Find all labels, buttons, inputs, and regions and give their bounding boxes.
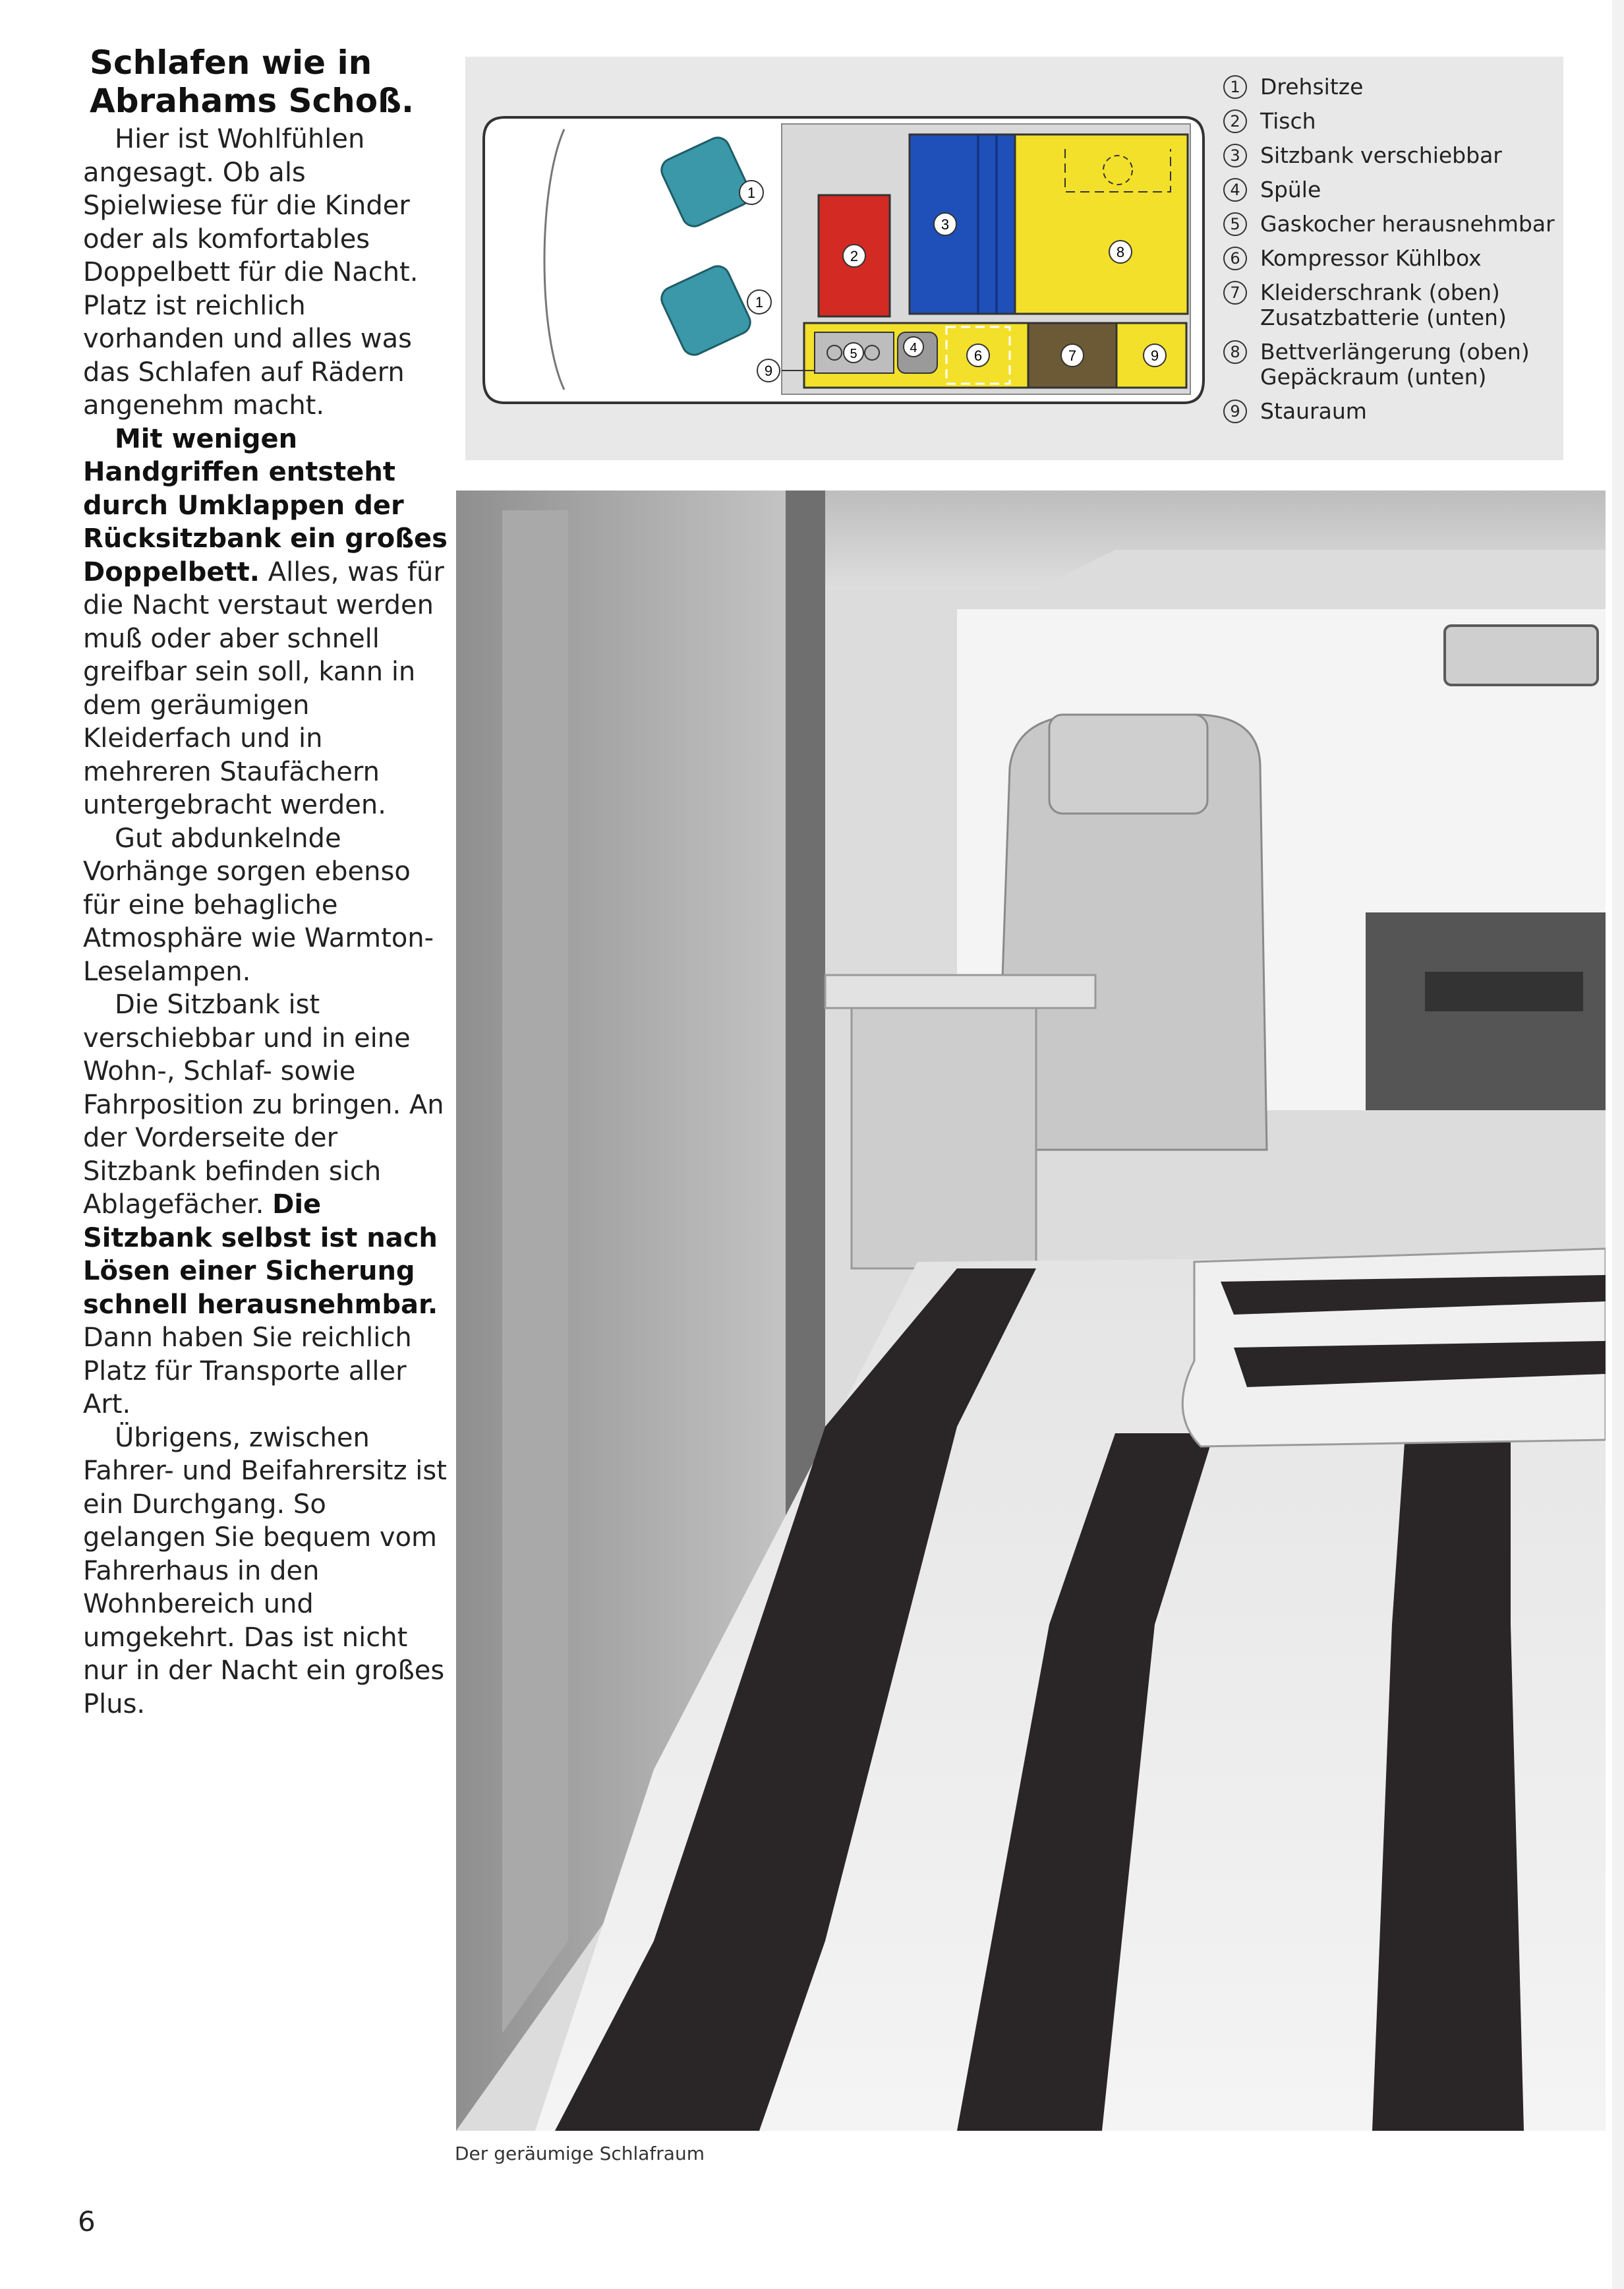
paragraph-4: Die Sitzbank ist verschiebbar und in eine Wohn-, Schlaf- sowie Fahrposition zu bringen. An der Vorderseite der Sitzbank befinden sich Ablagefächer. Die Sitzbank selbst ist nach Lösen einer Sicherung schnell herausnehmbar. Dann haben Sie reichlich Platz für Transporte aller Art. bbox=[83, 990, 444, 1419]
paragraph-2: Mit wenigen Handgriffen entsteht durch Umklappen der Rücksitzbank ein großes Doppelbett. Alles, was für die Nacht verstaut werden muß oder aber schnell greifbar sein soll, kann in dem geräumigen Kleiderfach und in mehreren Staufächern untergebracht werden. bbox=[83, 423, 448, 820]
paragraph-5: Übrigens, zwischen Fahrer- und Beifahrersitz ist ein Durchgang. So gelangen Sie bequem vom Fahrerhaus in den Wohnbereich und umgekehrt. Das ist nicht nur in der Nacht ein großes Plus. bbox=[83, 1422, 447, 1719]
legend-item: 7 Kleiderschrank (oben) Zusatzbatterie (unten) bbox=[1217, 276, 1555, 331]
legend-item: 3 Sitzbank verschiebbar bbox=[1217, 138, 1555, 173]
interior-photo bbox=[456, 490, 1606, 2131]
floor-plan-panel bbox=[465, 57, 1563, 460]
bed-extension bbox=[1015, 134, 1188, 314]
legend-item: 5 Gaskocher herausnehmbar bbox=[1217, 207, 1555, 241]
legend-item: 2 Tisch bbox=[1217, 104, 1555, 138]
legend-item: 9 Stauraum bbox=[1217, 394, 1555, 429]
svg-text:3: 3 bbox=[941, 216, 950, 233]
page-number: 6 bbox=[78, 2205, 96, 2238]
svg-text:6: 6 bbox=[973, 347, 983, 364]
photo-caption: Der geräumige Schlafraum bbox=[455, 2143, 705, 2164]
stove bbox=[815, 332, 894, 373]
svg-text:9: 9 bbox=[1150, 347, 1159, 364]
floor-plan-legend bbox=[1217, 70, 1555, 429]
legend-item: 8 Bettverlängerung (oben) Gepäckraum (unten) bbox=[1217, 335, 1555, 390]
svg-text:2: 2 bbox=[850, 248, 859, 264]
legend-item: 1 Drehsitze bbox=[1217, 70, 1555, 104]
storage-right bbox=[1144, 344, 1166, 367]
page-title: Schlafen wie in Abrahams Schoß. bbox=[90, 44, 415, 120]
wardrobe bbox=[1028, 323, 1116, 388]
bench bbox=[910, 134, 1015, 314]
article-body bbox=[83, 123, 452, 1721]
table bbox=[819, 195, 890, 316]
sink bbox=[898, 332, 937, 373]
legend-item: 6 Kompressor Kühlbox bbox=[1217, 241, 1555, 276]
svg-text:4: 4 bbox=[910, 341, 917, 355]
svg-text:5: 5 bbox=[850, 347, 857, 361]
interior-photo-illustration bbox=[456, 490, 1606, 2131]
svg-text:1: 1 bbox=[755, 294, 764, 311]
svg-text:9: 9 bbox=[764, 363, 773, 379]
svg-text:8: 8 bbox=[1116, 244, 1125, 260]
paragraph-3: Gut abdunkelnde Vorhänge sorgen ebenso für eine behagliche Atmosphäre wie Warmton-Leselampen. bbox=[83, 823, 434, 987]
legend-item: 4 Spüle bbox=[1217, 173, 1555, 207]
svg-text:7: 7 bbox=[1068, 347, 1077, 364]
svg-text:1: 1 bbox=[747, 185, 756, 201]
paragraph-1: Hier ist Wohlfühlen angesagt. Ob als Spielwiese für die Kinder oder als komfortables Doppelbett für die Nacht. Platz ist reichlich vorhanden und alles was das Schlafen auf Rädern angenehm macht. bbox=[83, 124, 419, 421]
page-edge bbox=[1612, 0, 1624, 2289]
